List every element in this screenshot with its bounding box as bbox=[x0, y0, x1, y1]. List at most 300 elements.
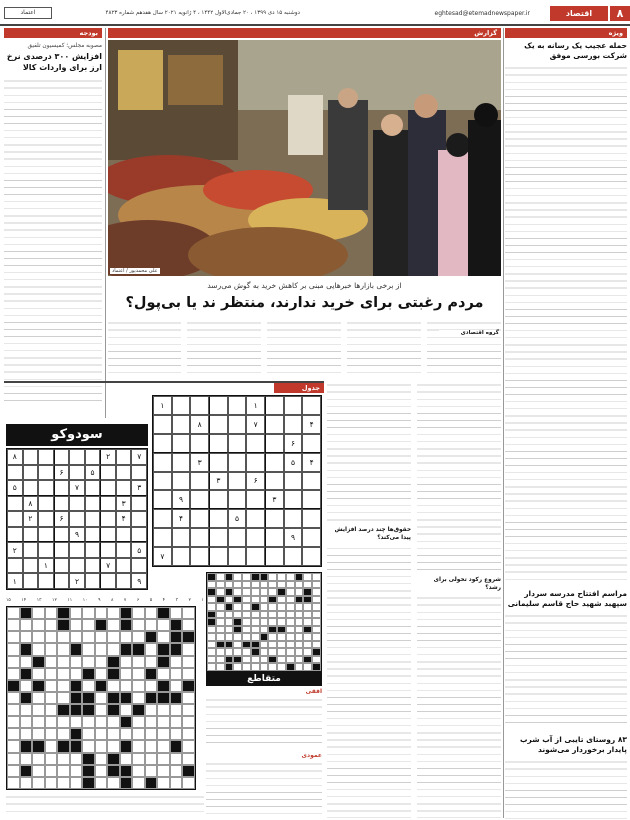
sudoku-cell bbox=[7, 511, 23, 527]
crossword-cell bbox=[95, 765, 108, 777]
crossword-cell bbox=[95, 753, 108, 765]
crossword-cell bbox=[107, 668, 120, 680]
mini-crossword-cell bbox=[286, 648, 295, 656]
crossword-cell bbox=[132, 680, 145, 692]
crossword-cell bbox=[170, 777, 183, 789]
mini-crossword-cell bbox=[312, 633, 321, 641]
crossword-cell bbox=[95, 643, 108, 655]
number-puzzle-cell bbox=[246, 528, 265, 547]
crossword-cell bbox=[32, 728, 45, 740]
mini-crossword-cell bbox=[286, 603, 295, 611]
crossword-cell bbox=[132, 753, 145, 765]
crossword-cell bbox=[7, 740, 20, 752]
continuation-col-2 bbox=[327, 380, 411, 818]
mini-crossword-cell bbox=[295, 663, 304, 671]
mini-crossword-cell bbox=[207, 633, 216, 641]
mini-crossword-cell bbox=[207, 656, 216, 664]
number-puzzle-cell bbox=[190, 528, 209, 547]
right-body-1 bbox=[505, 63, 627, 583]
dateline: دوشنبه ۱۵ دی ۱۳۹۹ ، ۲۰ جمادی‌الاول ۱۴۴۲ ، ۴ ژانویه ۲۰۲۱ سال هفدهم شماره ۴۸۲۳ bbox=[105, 10, 300, 16]
mini-crossword-cell bbox=[260, 663, 269, 671]
crossword-cell bbox=[157, 728, 170, 740]
crossword-cell bbox=[170, 692, 183, 704]
report-label: گزارش bbox=[108, 28, 501, 38]
mini-crossword-cell bbox=[286, 573, 295, 581]
mini-crossword-cell bbox=[295, 648, 304, 656]
crossword-cell bbox=[107, 656, 120, 668]
sudoku-cell bbox=[116, 573, 132, 589]
crossword-cell bbox=[182, 619, 195, 631]
number-puzzle-cell bbox=[265, 434, 284, 453]
crossword-cell bbox=[45, 716, 58, 728]
mini-crossword-cell bbox=[216, 663, 225, 671]
mini-crossword-cell bbox=[260, 641, 269, 649]
mini-crossword-cell bbox=[242, 626, 251, 634]
crossword-cell bbox=[70, 643, 83, 655]
special-label: ویژه bbox=[505, 28, 627, 38]
crossword-cell bbox=[107, 716, 120, 728]
sudoku-cell bbox=[7, 527, 23, 543]
number-puzzle-cell bbox=[246, 453, 265, 472]
sudoku-cell bbox=[100, 511, 116, 527]
number-puzzle-cell bbox=[209, 528, 228, 547]
crossword-cell bbox=[120, 728, 133, 740]
sudoku-cell bbox=[85, 573, 101, 589]
crossword-cell bbox=[157, 765, 170, 777]
story-col-1 bbox=[427, 318, 501, 378]
crossword-cell bbox=[7, 607, 20, 619]
number-puzzle-cell bbox=[209, 509, 228, 528]
number-puzzle-cell bbox=[153, 415, 172, 434]
crossword-cell bbox=[57, 728, 70, 740]
crossword-cell bbox=[32, 777, 45, 789]
crossword-cell bbox=[45, 643, 58, 655]
number-puzzle-cell: ۵ bbox=[228, 509, 247, 528]
mini-crossword-cell bbox=[312, 656, 321, 664]
number-puzzle-cell bbox=[228, 396, 247, 415]
crossword-cell bbox=[107, 692, 120, 704]
mini-crossword-cell bbox=[242, 656, 251, 664]
crossword-cell bbox=[70, 607, 83, 619]
sudoku-cell bbox=[116, 449, 132, 465]
mini-crossword-cell bbox=[251, 641, 260, 649]
number-puzzle-cell bbox=[190, 547, 209, 566]
news-label: بودجه bbox=[4, 28, 102, 38]
number-puzzle-cell bbox=[228, 547, 247, 566]
crossword-cell bbox=[32, 692, 45, 704]
crossword-grid bbox=[6, 606, 196, 790]
crossword-cell bbox=[95, 740, 108, 752]
crossword-cell bbox=[70, 631, 83, 643]
mini-crossword-cell bbox=[277, 603, 286, 611]
crossword-cell bbox=[170, 656, 183, 668]
crossword-cell bbox=[7, 656, 20, 668]
right-column bbox=[505, 28, 627, 818]
mini-crossword-cell bbox=[277, 618, 286, 626]
mini-crossword-cell bbox=[251, 633, 260, 641]
mini-crossword-cell bbox=[225, 663, 234, 671]
mini-crossword-cell bbox=[312, 588, 321, 596]
newspaper-logo: اعتماد bbox=[4, 7, 52, 19]
crossword-cell bbox=[132, 668, 145, 680]
mini-crossword-cell bbox=[286, 581, 295, 589]
number-puzzle-cell bbox=[228, 453, 247, 472]
crossword-numbers-top: ۱۵ ۱۴ ۱۳ ۱۲ ۱۱ ۱۰ ۹ ۸ ۷ ۶ ۵ ۴ ۳ ۲ ۱ bbox=[6, 598, 204, 603]
mini-crossword-cell bbox=[268, 656, 277, 664]
crossword-cell bbox=[82, 704, 95, 716]
sudoku-cell bbox=[85, 449, 101, 465]
crossword-cell bbox=[70, 656, 83, 668]
sudoku-cell bbox=[131, 527, 147, 543]
sudoku-cell bbox=[38, 496, 54, 512]
mini-crossword-cell bbox=[277, 588, 286, 596]
mini-crossword-cell bbox=[303, 588, 312, 596]
crossword-cell bbox=[32, 680, 45, 692]
crossword-cell bbox=[20, 643, 33, 655]
mini-crossword-cell bbox=[286, 596, 295, 604]
crossword-cell bbox=[7, 716, 20, 728]
mini-crossword-cell bbox=[251, 588, 260, 596]
left-column-divider bbox=[105, 28, 106, 418]
mini-crossword-cell bbox=[225, 596, 234, 604]
crossword-cell bbox=[32, 607, 45, 619]
mini-crossword-cell bbox=[216, 596, 225, 604]
mini-crossword-cell bbox=[286, 611, 295, 619]
right-body-3 bbox=[505, 757, 627, 820]
mini-crossword-cell bbox=[260, 633, 269, 641]
mini-crossword-cell bbox=[233, 626, 242, 634]
sudoku-cell bbox=[69, 465, 85, 481]
number-puzzle-cell bbox=[265, 509, 284, 528]
sudoku-cell bbox=[131, 496, 147, 512]
sudoku-cell bbox=[116, 542, 132, 558]
mini-crossword-cell bbox=[216, 641, 225, 649]
number-puzzle-cell bbox=[302, 396, 321, 415]
crossword-cell bbox=[120, 704, 133, 716]
crossword-cell bbox=[145, 728, 158, 740]
number-puzzle-cell bbox=[265, 472, 284, 491]
crossword-cell bbox=[132, 631, 145, 643]
crossword-cell bbox=[182, 704, 195, 716]
mini-crossword-cell bbox=[260, 596, 269, 604]
crossword-cell bbox=[20, 777, 33, 789]
mini-crossword-cell bbox=[225, 588, 234, 596]
crossword-cell bbox=[32, 716, 45, 728]
crossword-cell bbox=[82, 607, 95, 619]
mini-crossword-cell bbox=[303, 648, 312, 656]
mini-crossword-cell bbox=[277, 663, 286, 671]
sudoku-cell bbox=[131, 511, 147, 527]
mini-crossword-cell bbox=[242, 573, 251, 581]
number-puzzle-cell bbox=[265, 396, 284, 415]
mini-crossword-cell bbox=[312, 573, 321, 581]
crossword-cell bbox=[132, 716, 145, 728]
mini-crossword-cell bbox=[225, 603, 234, 611]
number-puzzle-cell bbox=[228, 415, 247, 434]
sudoku-cell bbox=[38, 573, 54, 589]
crossword-cell bbox=[120, 716, 133, 728]
sudoku-cell bbox=[7, 496, 23, 512]
crossword-cell bbox=[95, 631, 108, 643]
mini-crossword-cell bbox=[233, 573, 242, 581]
story-col-5 bbox=[108, 318, 181, 378]
crossword-cell bbox=[145, 619, 158, 631]
number-puzzle-cell bbox=[284, 415, 303, 434]
number-puzzle-cell bbox=[172, 415, 191, 434]
crossword-cell bbox=[32, 753, 45, 765]
crossword-cell bbox=[157, 607, 170, 619]
sudoku-cell bbox=[38, 465, 54, 481]
mini-crossword-cell bbox=[268, 596, 277, 604]
number-puzzle-cell bbox=[190, 434, 209, 453]
number-puzzle-cell bbox=[172, 453, 191, 472]
mini-crossword-cell bbox=[207, 581, 216, 589]
crossword-cell bbox=[45, 656, 58, 668]
sudoku-cell bbox=[100, 465, 116, 481]
crossword-cell bbox=[157, 740, 170, 752]
sudoku-cell: ۸ bbox=[23, 496, 39, 512]
crossword-cell bbox=[132, 607, 145, 619]
crossword-cell bbox=[95, 728, 108, 740]
crossword-cell bbox=[20, 704, 33, 716]
crossword-cell bbox=[32, 668, 45, 680]
crossword-cell bbox=[145, 656, 158, 668]
mini-crossword-cell bbox=[303, 626, 312, 634]
main-byline: گروه اقتصادی bbox=[439, 330, 499, 336]
mini-crossword-cell bbox=[268, 626, 277, 634]
crossword-title-bar: متقاطع bbox=[206, 672, 322, 686]
sudoku-cell: ۶ bbox=[54, 465, 70, 481]
number-puzzle-cell: ۷ bbox=[246, 415, 265, 434]
section-label: اقتصاد bbox=[550, 6, 608, 21]
sudoku-cell bbox=[85, 511, 101, 527]
sudoku-cell: ۴ bbox=[116, 511, 132, 527]
mini-crossword-cell bbox=[233, 663, 242, 671]
number-puzzle-cell bbox=[246, 490, 265, 509]
crossword-cell bbox=[157, 680, 170, 692]
number-puzzle-cell: ۱ bbox=[246, 396, 265, 415]
crossword-cell bbox=[70, 740, 83, 752]
mini-crossword-cell bbox=[233, 618, 242, 626]
crossword-cell bbox=[45, 631, 58, 643]
mini-crossword-cell bbox=[268, 581, 277, 589]
crossword-cell bbox=[57, 607, 70, 619]
left-column bbox=[4, 28, 102, 418]
number-puzzle-cell bbox=[228, 434, 247, 453]
crossword-cell bbox=[82, 619, 95, 631]
crossword-cell bbox=[182, 607, 195, 619]
mini-crossword-cell bbox=[286, 626, 295, 634]
mini-crossword-cell bbox=[286, 641, 295, 649]
sudoku-cell bbox=[69, 496, 85, 512]
clues-down bbox=[206, 752, 322, 818]
mini-crossword-cell bbox=[295, 581, 304, 589]
crossword-cell bbox=[57, 740, 70, 752]
crossword-cell bbox=[145, 692, 158, 704]
crossword-cell bbox=[170, 607, 183, 619]
crossword-cell bbox=[32, 643, 45, 655]
sudoku-cell bbox=[23, 465, 39, 481]
sudoku-cell: ۱ bbox=[7, 573, 23, 589]
crossword-cell bbox=[20, 631, 33, 643]
mini-crossword-cell bbox=[277, 648, 286, 656]
crossword-cell bbox=[7, 668, 20, 680]
sudoku-title-bar: سودوکو bbox=[6, 424, 148, 446]
continuation-col-1 bbox=[417, 380, 501, 818]
mini-crossword-cell bbox=[277, 633, 286, 641]
sudoku-cell bbox=[69, 449, 85, 465]
crossword-cell bbox=[120, 680, 133, 692]
crossword-cell bbox=[182, 740, 195, 752]
number-puzzle-cell bbox=[172, 396, 191, 415]
mini-crossword-cell bbox=[216, 656, 225, 664]
number-puzzle-cell bbox=[153, 472, 172, 491]
mini-crossword-cell bbox=[225, 641, 234, 649]
sudoku-cell bbox=[69, 511, 85, 527]
mini-crossword-cell bbox=[303, 603, 312, 611]
crossword-cell bbox=[7, 728, 20, 740]
mini-crossword-cell bbox=[233, 656, 242, 664]
mini-crossword-cell bbox=[277, 641, 286, 649]
mini-crossword-cell bbox=[295, 641, 304, 649]
crossword-cell bbox=[57, 692, 70, 704]
sudoku-cell: ۷ bbox=[100, 558, 116, 574]
number-puzzle-cell bbox=[246, 547, 265, 566]
sudoku-cell bbox=[69, 558, 85, 574]
mini-crossword-cell bbox=[251, 603, 260, 611]
right-body-2 bbox=[505, 611, 627, 729]
crossword-cell bbox=[82, 716, 95, 728]
mini-crossword-block bbox=[206, 572, 322, 684]
crossword-cell bbox=[170, 753, 183, 765]
sudoku-cell: ۲ bbox=[100, 449, 116, 465]
number-puzzle-cell: ۴ bbox=[172, 509, 191, 528]
sudoku-cell bbox=[54, 558, 70, 574]
number-puzzle-cell bbox=[209, 490, 228, 509]
crossword-cell bbox=[82, 668, 95, 680]
sudoku-cell bbox=[23, 527, 39, 543]
number-puzzle-cell: ۶ bbox=[246, 472, 265, 491]
sudoku-cell bbox=[116, 527, 132, 543]
sudoku-cell bbox=[7, 558, 23, 574]
crossword-cell bbox=[57, 704, 70, 716]
mini-crossword-cell bbox=[233, 581, 242, 589]
mini-crossword-cell bbox=[312, 626, 321, 634]
mini-crossword-cell bbox=[225, 611, 234, 619]
number-puzzle-cell bbox=[209, 434, 228, 453]
mini-crossword-cell bbox=[303, 633, 312, 641]
mini-crossword-cell bbox=[295, 611, 304, 619]
sudoku-cell bbox=[116, 465, 132, 481]
mini-crossword-cell bbox=[286, 588, 295, 596]
right-column-divider bbox=[503, 28, 504, 818]
crossword-cell bbox=[107, 680, 120, 692]
mini-crossword-cell bbox=[233, 648, 242, 656]
sudoku-cell bbox=[38, 527, 54, 543]
crossword-cell bbox=[170, 668, 183, 680]
crossword-cell bbox=[45, 692, 58, 704]
mini-crossword-cell bbox=[233, 596, 242, 604]
mini-crossword-cell bbox=[312, 663, 321, 671]
crossword-cell bbox=[7, 631, 20, 643]
number-puzzle-cell: ۸ bbox=[190, 415, 209, 434]
crossword-cell bbox=[7, 643, 20, 655]
crossword-cell bbox=[20, 668, 33, 680]
number-puzzle-cell bbox=[265, 528, 284, 547]
mini-crossword-cell bbox=[268, 663, 277, 671]
crossword-cell bbox=[107, 607, 120, 619]
sudoku-cell: ۵ bbox=[85, 465, 101, 481]
crossword-cell bbox=[7, 753, 20, 765]
right-headline-1: حمله عجیب یک رسانه به یک شرکت بورسی موفق bbox=[524, 41, 627, 60]
crossword-cell bbox=[182, 668, 195, 680]
mini-crossword-cell bbox=[225, 626, 234, 634]
number-puzzle-cell bbox=[284, 490, 303, 509]
mini-crossword-cell bbox=[216, 611, 225, 619]
number-puzzle-cell bbox=[172, 547, 191, 566]
crossword-cell bbox=[95, 777, 108, 789]
mini-crossword-cell bbox=[216, 618, 225, 626]
left-kicker: مصوبه مجلس؛ کمیسیون تلفیق bbox=[27, 43, 102, 49]
mini-crossword-cell bbox=[260, 611, 269, 619]
number-puzzle-cell bbox=[302, 434, 321, 453]
mini-crossword-cell bbox=[260, 648, 269, 656]
mini-crossword-cell bbox=[268, 648, 277, 656]
sudoku-cell bbox=[131, 558, 147, 574]
mini-crossword-cell bbox=[260, 603, 269, 611]
sudoku-cell bbox=[85, 527, 101, 543]
crossword-cell bbox=[170, 728, 183, 740]
mini-crossword-cell bbox=[251, 663, 260, 671]
crossword-cell bbox=[20, 765, 33, 777]
sudoku-cell: ۷ bbox=[69, 480, 85, 496]
mini-crossword-cell bbox=[312, 611, 321, 619]
mini-crossword-cell bbox=[303, 573, 312, 581]
crossword-cell bbox=[107, 777, 120, 789]
sudoku-cell bbox=[54, 496, 70, 512]
mini-crossword-cell bbox=[242, 618, 251, 626]
mini-crossword-cell bbox=[303, 611, 312, 619]
mini-crossword-cell bbox=[251, 648, 260, 656]
number-puzzle-cell bbox=[228, 528, 247, 547]
mini-crossword-cell bbox=[268, 588, 277, 596]
number-puzzle-cell bbox=[302, 528, 321, 547]
mini-crossword-cell bbox=[303, 641, 312, 649]
mini-crossword-cell bbox=[251, 626, 260, 634]
mini-crossword-cell bbox=[207, 663, 216, 671]
mini-crossword-cell bbox=[242, 596, 251, 604]
sudoku-cell bbox=[54, 542, 70, 558]
crossword-cell bbox=[182, 777, 195, 789]
mini-crossword-cell bbox=[268, 573, 277, 581]
crossword-cell bbox=[45, 740, 58, 752]
crossword-cell bbox=[95, 680, 108, 692]
number-puzzle-cell: ۹ bbox=[172, 490, 191, 509]
crossword-cell bbox=[107, 704, 120, 716]
sudoku-cell: ۳ bbox=[116, 496, 132, 512]
crossword-cell bbox=[120, 643, 133, 655]
market-photo-illustration bbox=[108, 40, 501, 276]
sudoku-cell bbox=[69, 542, 85, 558]
mini-crossword-cell bbox=[268, 603, 277, 611]
crossword-cell bbox=[145, 680, 158, 692]
number-puzzle-cell bbox=[190, 396, 209, 415]
mini-crossword-cell bbox=[260, 573, 269, 581]
sudoku-cell bbox=[38, 511, 54, 527]
crossword-cell bbox=[95, 607, 108, 619]
story-col-2 bbox=[347, 318, 421, 378]
clues-across bbox=[206, 688, 322, 748]
